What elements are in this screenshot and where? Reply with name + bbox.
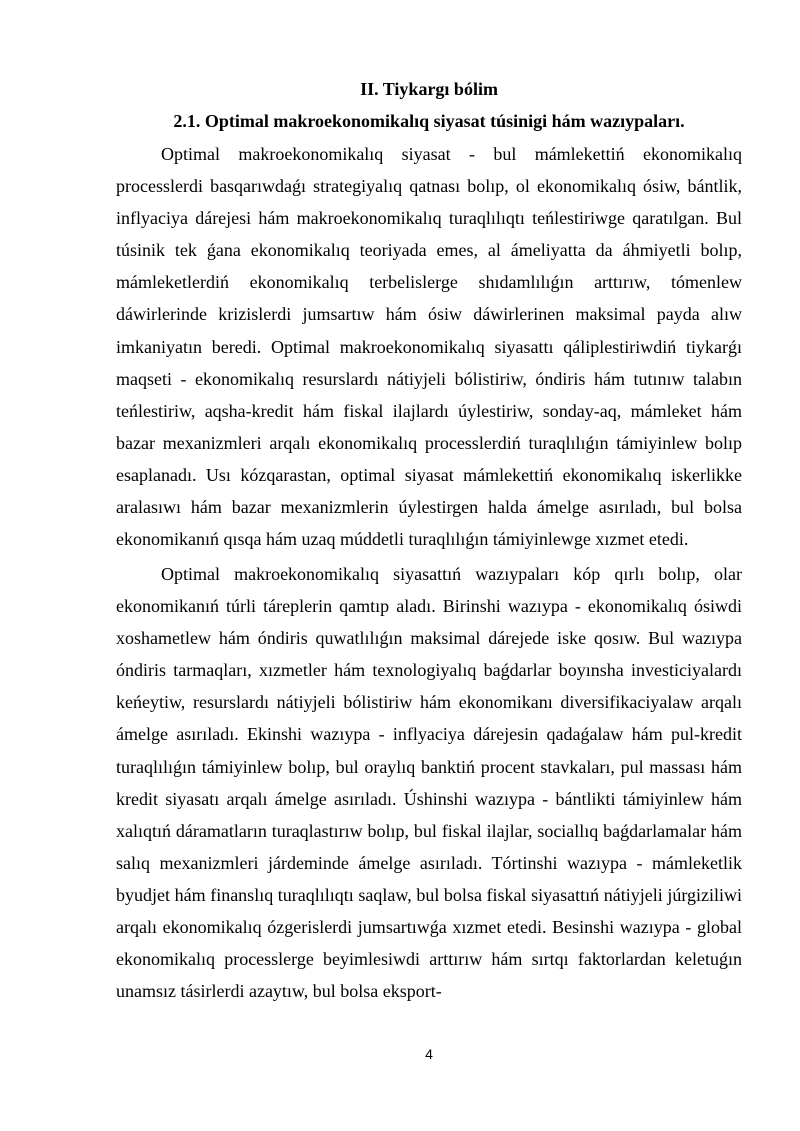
body-paragraph-2: Optimal makroekonomikalıq siyasattıń wazıypaları kóp qırlı bolıp, olar ekonomikanıń túrli táreplerin qamtıp aladı. Birinshi wazıypa - ekonomikalıq ósiwdi xoshametlew hám óndiris quwatlılıǵın maksimal dárejede iske qosıw. Bul wazıypa óndiris tarmaqları, xızmetler hám texnologiyalıq baǵdarlar boyınsha investiciyalardı keńeytiw, resurslardı nátiyjeli bólistiriw hám ekonomikanı diversifikaciyalaw arqalı ámelge asırıladı. Ekinshi wazıypa - inflyaciya dárejesin qadaǵalaw hám pul-kredit turaqlılıǵın támiyinlew bolıp, bul oraylıq banktiń procent stavkaları, pul massası hám kredit siyasatı arqalı ámelge asırıladı. Úshinshi wazıypa - bántlikti támiyinlew hám xalıqtıń dáramatların turaqlastırıw bolıp, bul fiskal ilajlar, sociallıq baǵdarlamalar hám salıq mexanizmleri járdeminde ámelge asırıladı. Tórtinshi wazıypa - mámleketlik byudjet hám finanslıq turaqlılıqtı saqlaw, bul bolsa fiskal siyasattıń nátiyjeli júrgiziliwi arqalı ekonomikalıq ózgerislerdi jumsartıwǵa xızmet etedi. Besinshi wazıypa - global ekonomikalıq processlerge beyimlesiwdi arttırıw hám sırtqı faktorlardan keletuǵın unamsız tásirlerdi azaytıw, bul bolsa eksport- [116, 564, 742, 1002]
subsection-title: 2.1. Optimal makroekonomikalıq siyasat túsinigi hám wazıypaları. [173, 111, 685, 131]
page-number: 4 [425, 1046, 433, 1062]
section-title: II. Tiykargı bólim [360, 79, 498, 99]
body-paragraph-1: Optimal makroekonomikalıq siyasat - bul mámlekettiń ekonomikalıq processlerdi basqarıwdaǵı strategiyalıq qatnası bolıp, ol ekonomikalıq ósiw, bántlik, inflyaciya dárejesi hám makroekonomikalıq turaqlılıqtı teńlestiriwge qaratılgan. Bul túsinik tek ǵana ekonomikalıq teoriyada emes, al ámeliyatta da áhmiyetli bolıp, mámleketlerdiń ekonomikalıq terbelislerge shıdamlılıǵın arttırıw, tómenlew dáwirlerinde krizislerdi jumsartıw hám ósiw dáwirlerinen maksimal payda alıw imkaniyatın beredi. Optimal makroekonomikalıq siyasattı qáliplestiriwdiń tiykarǵı maqseti - ekonomikalıq resurslardı nátiyjeli bólistiriw, óndiris hám tutınıw talabın teńlestiriw, aqsha-kredit hám fiskal ilajlardı úylestiriw, sonday-aq, mámleket hám bazar mexanizmleri arqalı ekonomikalıq processlerdiń turaqlılıǵın támiyinlew bolıp esaplanadı. Usı kózqarastan, optimal siyasat mámlekettiń ekonomikalıq iskerlikke aralasıwı hám bazar mexanizmlerin úylestirgen halda ámelge asırıladı, bul bolsa ekonomikanıń qısqa hám uzaq múddetli turaqlılıǵın támiyinlewge xızmet etedi. [116, 144, 742, 550]
